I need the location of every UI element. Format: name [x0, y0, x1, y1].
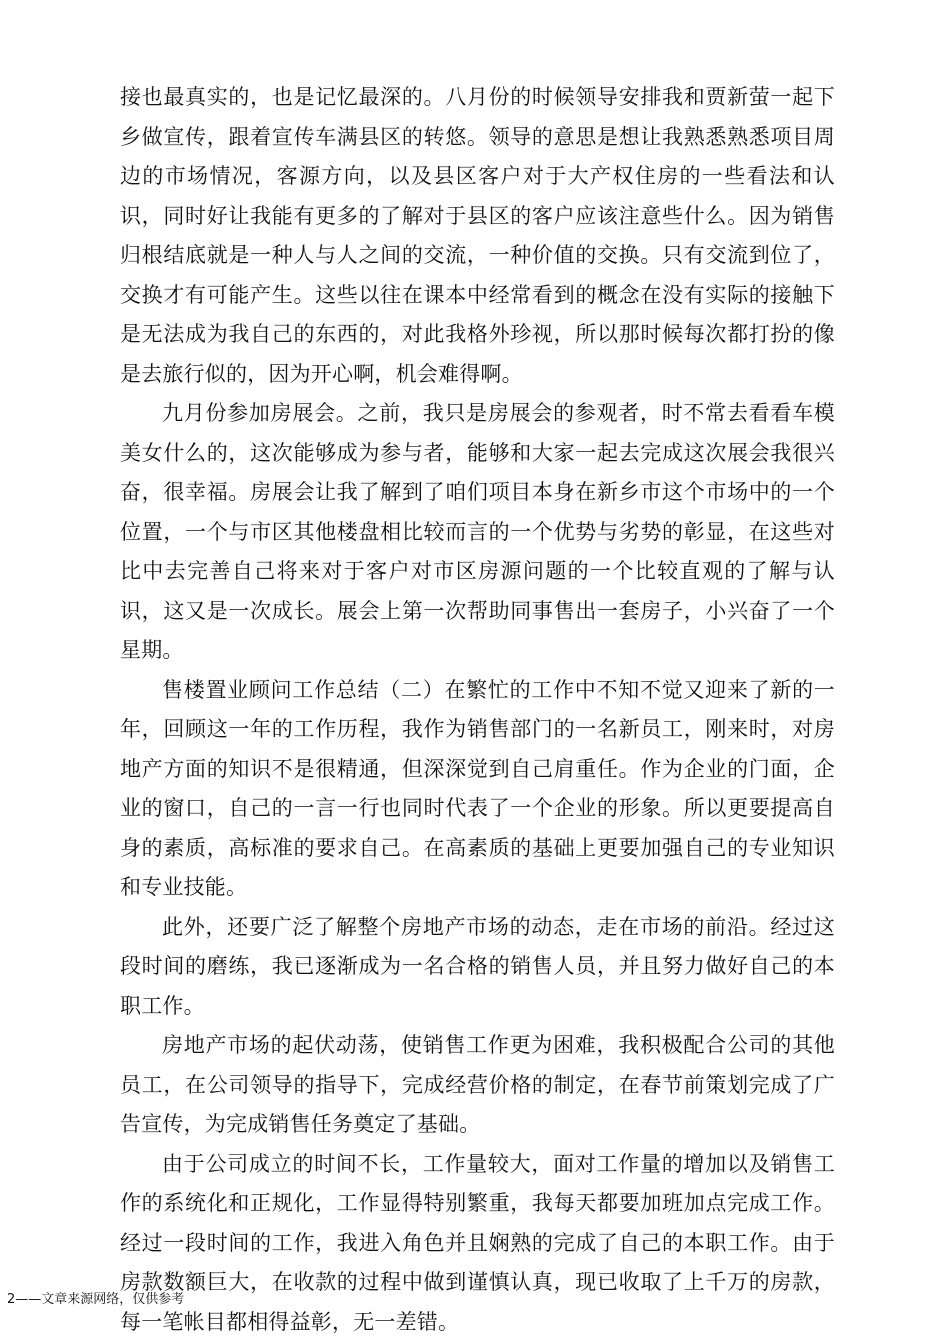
paragraph-1: 接也最真实的，也是记忆最深的。八月份的时候领导安排我和贾新萤一起下乡做宣传，跟着宣传车满县区的转悠。领导的意思是想让我熟悉熟悉项目周边的市场情况，客源方向，以及县区客户对于大产权住房的一些看法和认识，同时好让我能有更多的了解对于县区的客户应该注意些什么。因为销售归根结底就是一种人与人之间的交流，一种价值的交换。只有交流到位了，交换才有可能产生。这些以往在课本中经常看到的概念在没有实际的接触下是无法成为我自己的东西的，对此我格外珍视，所以那时候每次都打扮的像是去旅行似的，因为开心啊，机会难得啊。	[120, 85, 835, 386]
paragraph-6: 由于公司成立的时间不长，工作量较大，面对工作量的增加以及销售工作的系统化和正规化，工作显得特别繁重，我每天都要加班加点完成工作。经过一段时间的工作，我进入角色并且娴熟的完成了自己的本职工作。由于房款数额巨大，在收款的过程中做到谨慎认真，现已收取了上千万的房款，每一笔帐目都相得益彰，无一差错。	[120, 1151, 835, 1334]
paragraph-5: 房地产市场的起伏动荡，使销售工作更为困难，我积极配合公司的其他员工，在公司领导的指导下，完成经营价格的制定，在春节前策划完成了广告宣传，为完成销售任务奠定了基础。	[120, 1033, 835, 1136]
page-footer: 2——文章来源网络，仅供参考	[7, 1292, 185, 1307]
paragraph-2: 九月份参加房展会。之前，我只是房展会的参观者，时不常去看看车模美女什么的，这次能够成为参与者，能够和大家一起去完成这次展会我很兴奋，很幸福。房展会让我了解到了咱们项目本身在新乡市这个市场中的一个位置，一个与市区其他楼盘相比较而言的一个优势与劣势的彰显，在这些对比中去完善自己将来对于客户对市区房源问题的一个比较直观的了解与认识，这又是一次成长。展会上第一次帮助同事售出一套房子，小兴奋了一个星期。	[120, 401, 835, 662]
document-body	[120, 78, 835, 1342]
paragraph-3: 售楼置业顾问工作总结（二）在繁忙的工作中不知不觉又迎来了新的一年，回顾这一年的工作历程，我作为销售部门的一名新员工，刚来时，对房地产方面的知识不是很精通，但深深觉到自己肩重任。作为企业的门面，企业的窗口，自己的一言一行也同时代表了一个企业的形象。所以更要提高自身的素质，高标准的要求自己。在高素质的基础上更要加强自己的专业知识和专业技能。	[120, 677, 835, 899]
paragraph-4: 此外，还要广泛了解整个房地产市场的动态，走在市场的前沿。经过这段时间的磨练，我已逐渐成为一名合格的销售人员，并且努力做好自己的本职工作。	[120, 914, 835, 1018]
